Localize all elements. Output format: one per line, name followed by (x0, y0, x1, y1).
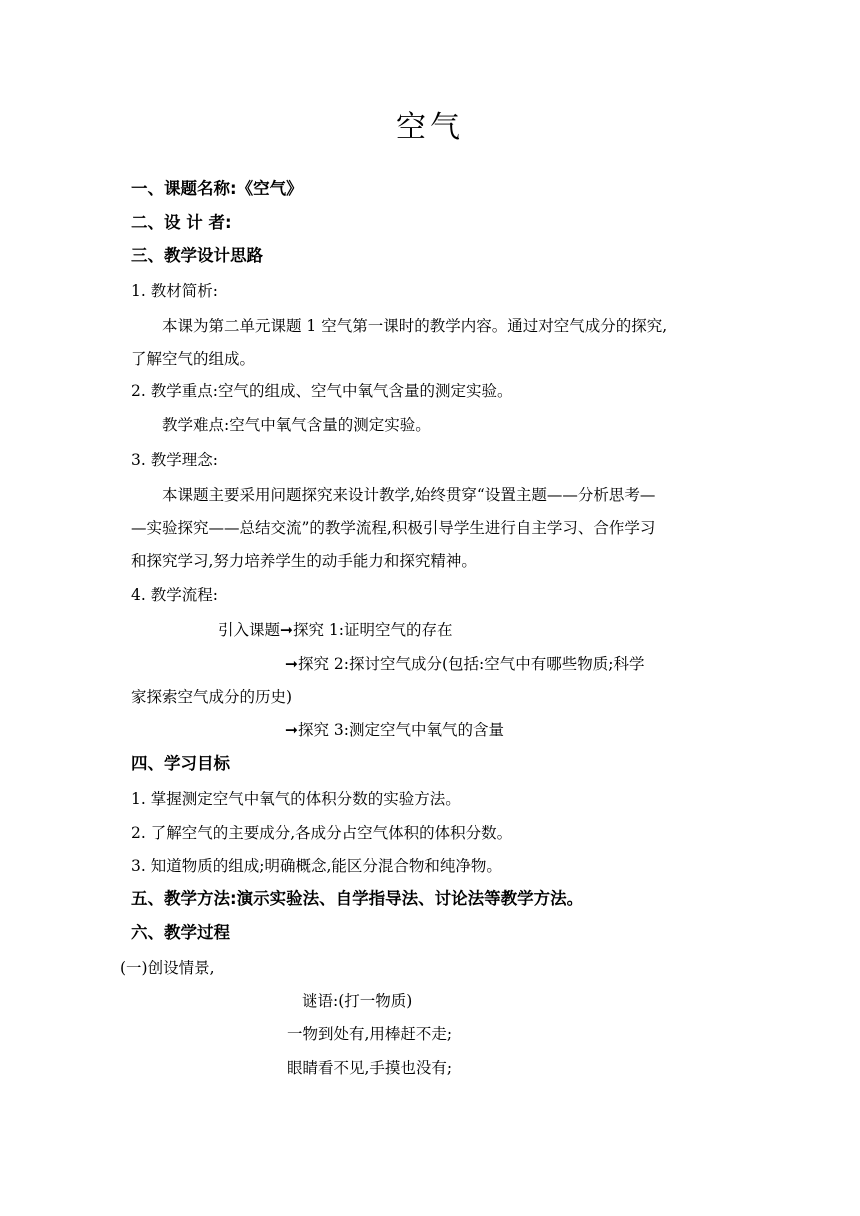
flow-step-2-continued: 家探索空气成分的历史) (131, 688, 293, 706)
process-step-scenario: (一)创设情景, (120, 959, 215, 977)
goal-item-1: 1. 掌握测定空气中氧气的体积分数的实验方法。 (131, 790, 461, 808)
riddle-line-1: 一物到处有,用棒赶不走; (287, 1025, 453, 1043)
item-teaching-focus: 2. 教学重点:空气的组成、空气中氧气含量的测定实验。 (131, 382, 513, 400)
paragraph-line: 和探究学习,努力培养学生的动手能力和探究精神。 (131, 552, 477, 570)
item-teaching-flow: 4. 教学流程: (131, 586, 218, 604)
section-teaching-process: 六、教学过程 (131, 923, 230, 942)
section-course-name: 一、课题名称:《空气》 (131, 179, 303, 198)
flow-step-1: 引入课题➞探究 1:证明空气的存在 (218, 621, 453, 639)
goal-item-2: 2. 了解空气的主要成分,各成分占空气体积的体积分数。 (131, 824, 513, 842)
section-design-idea: 三、教学设计思路 (131, 246, 263, 265)
flow-step-2: ➞探究 2:探讨空气成分(包括:空气中有哪些物质;科学 (285, 655, 645, 673)
item-teaching-difficulty: 教学难点:空气中氧气含量的测定实验。 (162, 416, 431, 434)
section-learning-goals: 四、学习目标 (131, 754, 230, 773)
paragraph-line: 本课为第二单元课题 1 空气第一课时的教学内容。通过对空气成分的探究, (162, 317, 668, 335)
riddle-line-2: 眼睛看不见,手摸也没有; (287, 1059, 453, 1077)
paragraph-line: 了解空气的组成。 (131, 350, 256, 368)
section-teaching-methods: 五、教学方法:演示实验法、自学指导法、讨论法等教学方法。 (131, 889, 584, 908)
riddle-heading: 谜语:(打一物质) (302, 992, 413, 1010)
goal-item-3: 3. 知道物质的组成;明确概念,能区分混合物和纯净物。 (131, 857, 502, 875)
item-textbook-analysis: 1. 教材简析: (131, 282, 218, 300)
paragraph-line: —实验探究——总结交流”的教学流程,积极引导学生进行自主学习、合作学习 (131, 519, 656, 537)
flow-step-3: ➞探究 3:测定空气中氧气的含量 (285, 721, 504, 739)
document-title: 空气 (396, 110, 464, 145)
section-designer: 二、设 计 者: (131, 213, 232, 232)
paragraph-line: 本课题主要采用问题探究来设计教学,始终贯穿“设置主题——分析思考— (162, 486, 656, 504)
item-teaching-philosophy: 3. 教学理念: (131, 451, 218, 469)
